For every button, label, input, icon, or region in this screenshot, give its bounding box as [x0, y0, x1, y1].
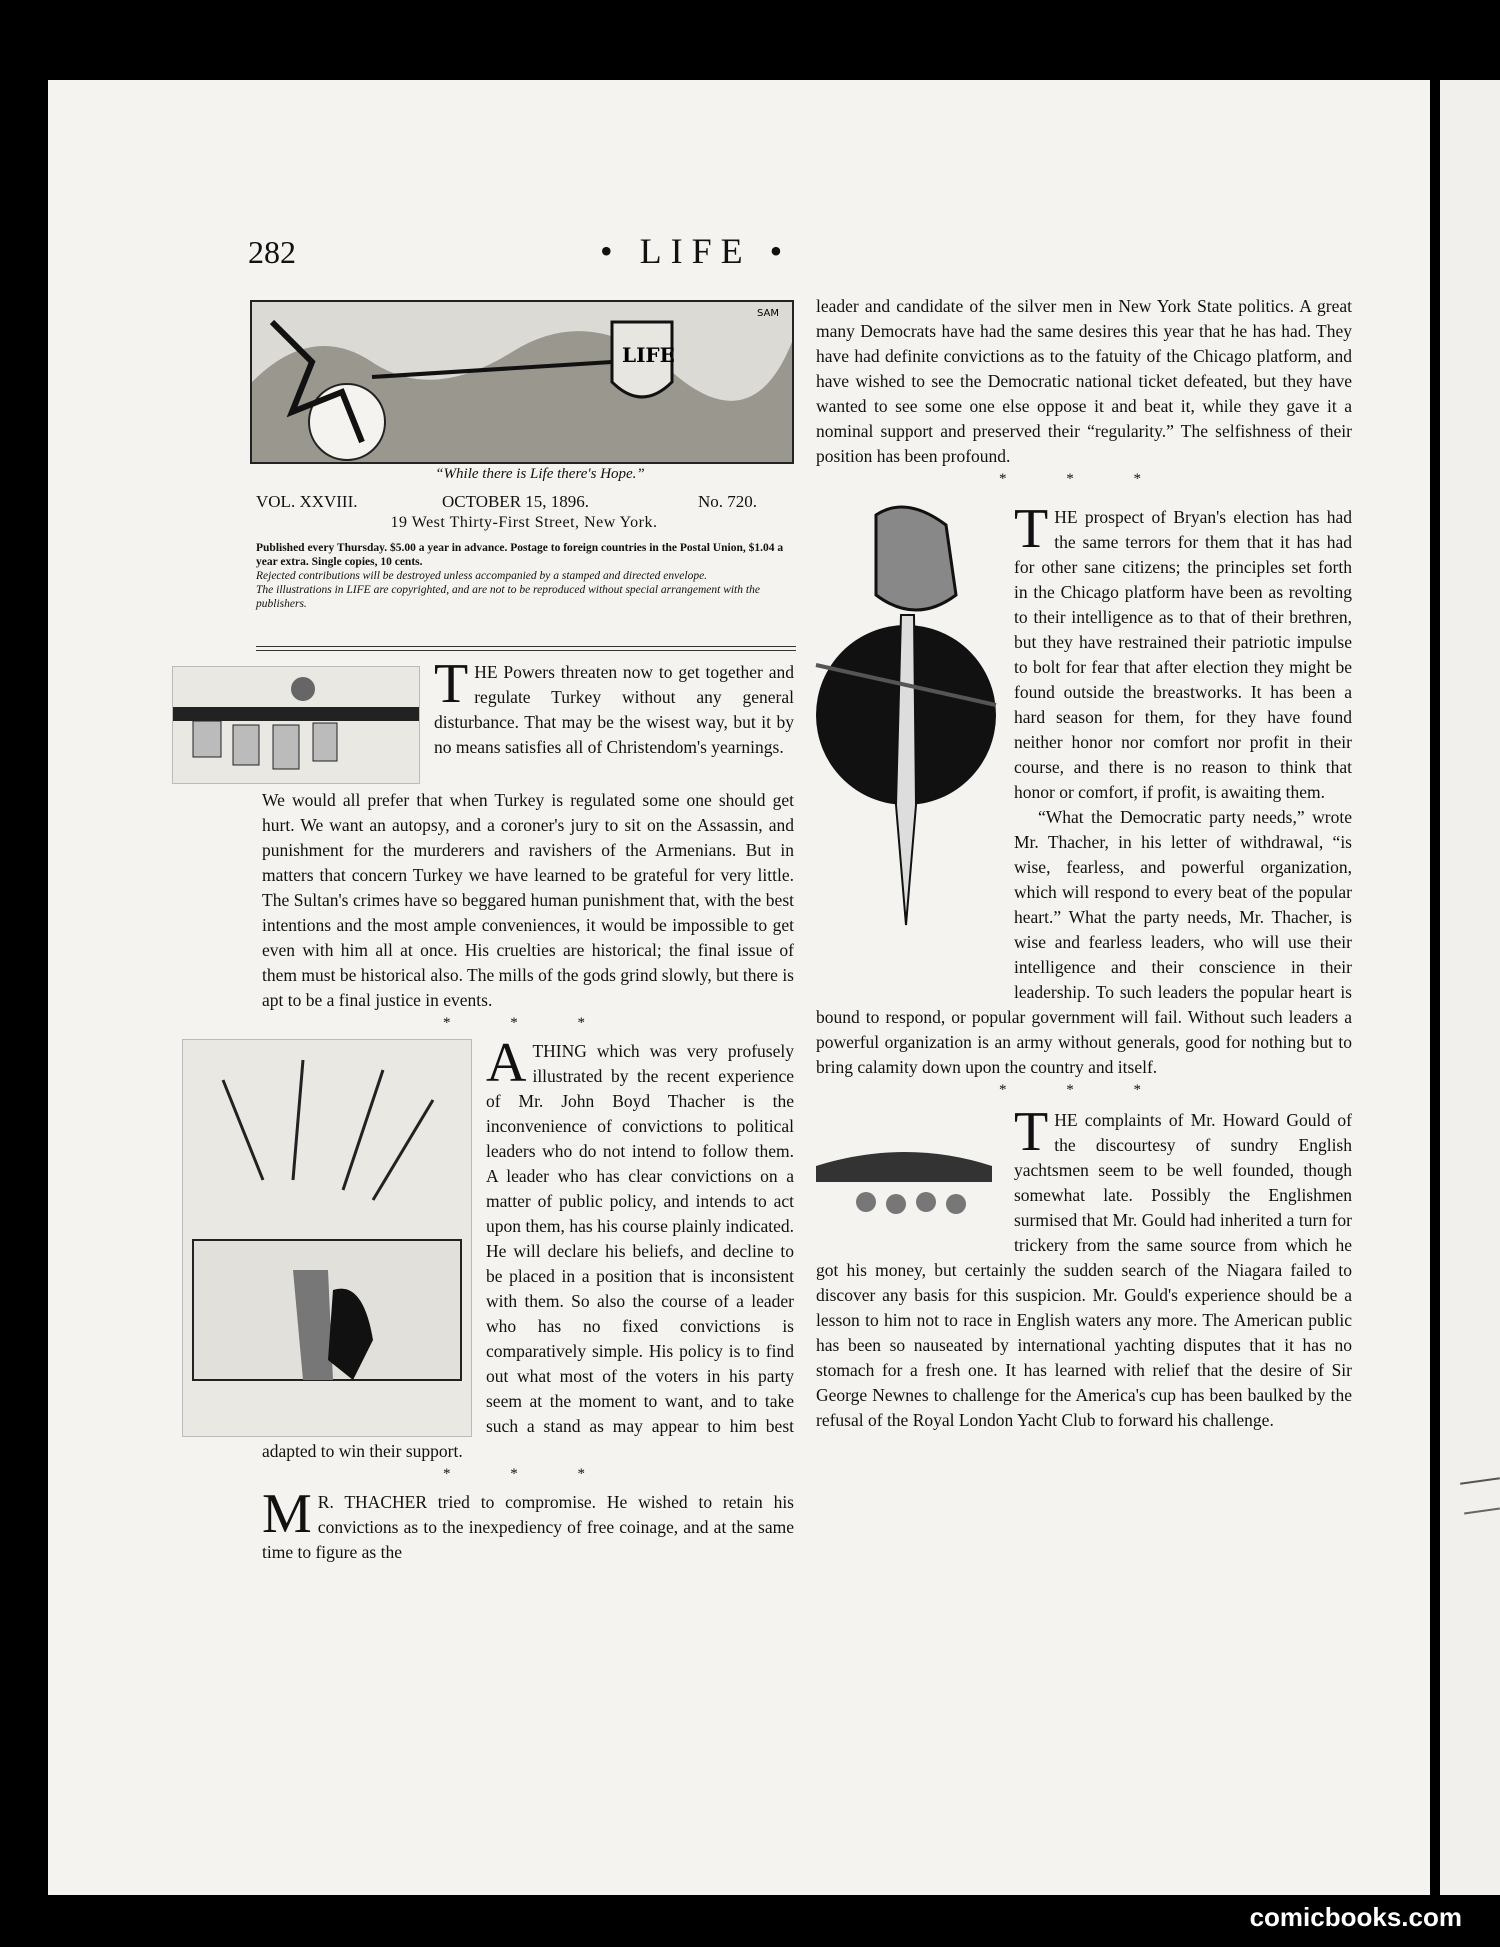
- bryan-paragraph: HE prospect of Bryan's election has had the same terrors for them that it has had for other sane citizens; the principles set forth in the Chicago platform have been as revolting to their intelligence as to that of their brethren, but they have restrained their patriotic impulse to bolt for fear that after election they might be found outside the breastworks. It has been a hard season for them, for they have found neither honor nor comfort nor profit in their course, and there is no reason to think that honor or comfort, if profit, is awaiting them.: [1014, 507, 1352, 802]
- issue-date: OCTOBER 15, 1896.: [442, 492, 590, 511]
- gould-paragraph: HE complaints of Mr. Howard Gould of the discourtesy of sundry English yachtsmen seem to be well founded, though somewhat late. Possibly the Englishmen surmised that Mr. Gould had inherited a turn for trickery from the same source from which he got his money, but certainly the sudden search of the Niagara failed to discover any basis for this suspicion. Mr. Gould's experience should be a lesson to him not to race in English waters any more. The American public has been so nauseated by international yachting disputes that it has no stomach for a fresh one. It has learned with relief that the desire of Sir George Newnes to challenge for the America's cup has been baulked by the refusal of the Royal London Yacht Club to forward his challenge.: [816, 1110, 1352, 1430]
- puppeteer-cartoon: [182, 1039, 472, 1437]
- silver-men-paragraph: leader and candidate of the silver men in New York State politics. A great many Democrats have had the same desires this year that he has had. They have had definite convictions as to the fatuity of the Chicago platform, and have wished to see the Democratic national ticket defeated, but they have wanted to see some one else oppose it and beat it, while they gave it a nominal support and preserved their “regularity.” The selfishness of their position has been profound.: [816, 296, 1352, 466]
- publication-notes: [256, 541, 796, 611]
- issue-number: No. 720.: [698, 492, 758, 511]
- shield-lettering: LIFE: [622, 343, 675, 367]
- next-page-edge: [1440, 80, 1500, 1895]
- section-separator: * * *: [443, 1015, 613, 1031]
- turkey-paragraph: We would all prefer that when Turkey is regulated some one should get hurt. We want an autopsy, and a coroner's jury to sit on the Assassin, and punishment for the murderers and ravishers of the Armenians. But in matters that concern Turkey we have learned to be grateful for very little. The Sultan's crimes have so beggared human punishment that, with the best intentions and the most ample conveniences, it would be impossible to get even with him all at once. His cruelties are historical; the final issue of them must be historical also. The mills of the gods grind slowly, but there is apt to be a final justice in events.: [262, 790, 794, 1010]
- drop-cap-a: A: [486, 1032, 527, 1094]
- publisher-address: 19 West Thirty-First Street, New York.: [390, 514, 658, 531]
- masthead-illustration: [250, 300, 794, 464]
- copyright-note: The illustrations in LIFE are copyrighted, and are not to be reproduced without special arrangement with the publishers.: [256, 584, 760, 610]
- masthead-motto: “While there is Life there's Hope.”: [435, 466, 645, 482]
- turkey-paragraph-lead: HE Powers threaten now to get together and regulate Turkey without any general disturbance. That may be the wisest way, but it by no means satisfies all of Christendom's yearnings.: [434, 662, 794, 757]
- left-column: [262, 653, 794, 1565]
- section-separator: * * *: [999, 471, 1169, 487]
- drop-cap-m: M: [262, 1483, 312, 1545]
- bryan-cartoon: [806, 505, 1002, 1005]
- site-watermark: comicbooks.com: [1249, 1902, 1462, 1932]
- volume: VOL. XXVIII.: [256, 492, 358, 511]
- magazine-title: • LIFE •: [600, 231, 792, 271]
- section-separator: * * *: [999, 1082, 1169, 1098]
- section-separator: * * *: [443, 1466, 613, 1482]
- drop-cap-t3: T: [1014, 1101, 1049, 1163]
- knight-devil-drawing: [252, 302, 792, 462]
- turkey-cartoon: [172, 666, 420, 784]
- page-number: 282: [248, 234, 296, 270]
- contributions-note: Rejected contributions will be destroyed unless accompanied by a stamped and directed envelope.: [256, 570, 708, 582]
- right-column: [816, 294, 1352, 1433]
- masthead-rule: [256, 646, 796, 651]
- thacher-paragraph: THING which was very profusely illustrated by the recent experience of Mr. John Boyd Thacher is the inconvenience of convictions to political leaders who do not intend to follow them. A leader who has clear convictions on a matter of public policy, and intends to act upon them, has his course plainly indicated. He will declare his beliefs, and decline to be placed in a position that is inconsistent with them. So also the course of a leader who has no fixed convictions is comparatively simple. His policy is to find out what most of the voters in his party seem at the moment to want, and to take such a stand as may appear to him best adapted to win their support.: [262, 1041, 794, 1461]
- drop-cap-t1: T: [434, 653, 469, 715]
- subscription-note: Published every Thursday. $5.00 a year in advance. Postage to foreign countries in the Postal Union, $1.04 a year extra. Single copies, 10 cents.: [256, 542, 784, 568]
- organization-paragraph: “What the Democratic party needs,” wrote Mr. Thacher, in his letter of withdrawal, “is wise, fearless, and powerful organization, which will respond to every beat of the popular heart.” What the party needs, Mr. Thacher, is wise and fearless leaders, who will use their intelligence and their conscience in their leadership. To such leaders the popular heart is bound to respond, or popular government will fail. Without such leaders a powerful organization is an army without generals, good for nothing but to bring calamity down upon the country and itself.: [816, 807, 1352, 1077]
- compromise-paragraph: R. THACHER tried to compromise. He wished to retain his convictions as to the inexpediency of free coinage, and at the same time to figure as the: [262, 1492, 794, 1562]
- yacht-cartoon: [816, 1132, 1006, 1236]
- drop-cap-t2: T: [1014, 498, 1049, 560]
- artist-signature: SAM: [757, 308, 780, 319]
